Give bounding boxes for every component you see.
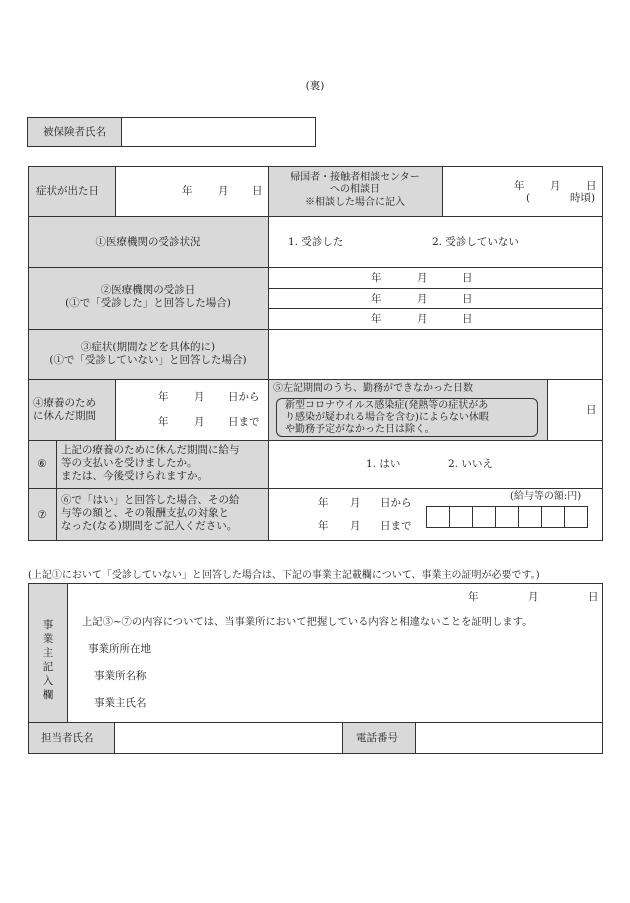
symptom-date-label: 症状が出た日 (36, 185, 99, 197)
row5-note-line3: や勤務予定がなかった日は除く。 (285, 424, 435, 435)
month-unit: 月 (550, 180, 561, 192)
col-divider (115, 379, 116, 440)
col-divider (342, 722, 343, 754)
insured-name-field[interactable] (121, 117, 316, 147)
row1-option-not-visited[interactable]: 2. 受診していない (432, 236, 519, 248)
amount-digit-box[interactable] (518, 506, 542, 528)
paren-open: ( (526, 192, 531, 204)
col-divider (442, 166, 443, 216)
row-divider (28, 488, 603, 489)
year-unit: 年 (182, 185, 193, 197)
from-unit: 日から (380, 497, 412, 509)
year-unit: 年 (468, 591, 479, 603)
insured-name-label-cell (27, 117, 122, 147)
row7-text-line1: ⑥で「はい」と回答した場合、その給 (61, 494, 240, 506)
row-divider (268, 288, 603, 289)
amount-digit-box[interactable] (541, 506, 565, 528)
day-unit: 日 (588, 591, 599, 603)
row2-label-line2: (①で「受診した」と回答した場合) (65, 297, 231, 309)
row5-note-line1: 新型コロナウイルス感染症(発熱等の症状があ (285, 400, 489, 411)
row1-label: ①医療機関の受診状況 (95, 236, 201, 248)
amount-digit-box[interactable] (564, 506, 588, 528)
year-unit: 年 (371, 293, 382, 305)
row6-option-no[interactable]: 2. いいえ (448, 458, 493, 470)
time-unit: 時頃) (570, 192, 596, 204)
col-divider (56, 440, 57, 540)
year-unit: 年 (371, 313, 382, 325)
col-divider (115, 166, 116, 216)
col-divider (268, 166, 269, 540)
year-unit: 年 (514, 180, 525, 192)
year-unit: 年 (158, 391, 169, 403)
staff-name-field[interactable] (115, 723, 342, 753)
day-unit: 日 (586, 404, 597, 416)
owner-name-label: 事業主氏名 (94, 697, 147, 709)
month-unit: 月 (350, 520, 361, 532)
row2-label-line1: ②医療機関の受診日 (100, 284, 196, 296)
year-unit: 年 (158, 416, 169, 428)
row4-label-line1: ④療養のため (33, 397, 96, 409)
month-unit: 月 (194, 391, 205, 403)
row-divider (268, 308, 603, 309)
amount-digit-box[interactable] (426, 506, 450, 528)
month-unit: 月 (218, 185, 229, 197)
month-unit: 月 (528, 591, 539, 603)
row6-text-line3: または、今後受けられますか。 (61, 470, 208, 482)
month-unit: 月 (417, 313, 428, 325)
year-unit: 年 (318, 520, 329, 532)
row-divider (28, 329, 603, 330)
reverse-side-label: (裏) (305, 80, 325, 92)
row4-label-line2: に休んだ期間 (33, 410, 96, 422)
to-unit: 日まで (380, 520, 412, 532)
office-name-label: 事業所名称 (94, 670, 147, 682)
year-unit: 年 (371, 272, 382, 284)
col-divider (547, 379, 548, 440)
amount-label: (給与等の額:円) (510, 491, 582, 502)
day-unit: 日 (462, 272, 473, 284)
row3-label-line1: ③症状(期間などを具体的に) (80, 341, 216, 353)
employer-note: (上記①において「受診していない」と回答した場合は、下記の事業主記載欄について、事業主の証明が必要です。) (28, 570, 540, 581)
amount-digit-box[interactable] (449, 506, 473, 528)
staff-name-label: 担当者氏名 (41, 732, 94, 744)
year-unit: 年 (318, 497, 329, 509)
row-divider (28, 267, 603, 268)
row5-note-line2: り感染が疑われる場合を含む)によらない休暇 (285, 412, 489, 423)
employer-side-label: 事業主記入欄 (42, 619, 54, 701)
month-unit: 月 (350, 497, 361, 509)
amount-digit-box[interactable] (495, 506, 519, 528)
col-divider (67, 583, 68, 723)
phone-field[interactable] (416, 723, 602, 753)
row7-text-line2: 与等の額と、その報酬支払の対象と (61, 507, 229, 519)
amount-digit-box[interactable] (472, 506, 496, 528)
row6-text-line1: 上記の療養のために休んだ期間に給与 (61, 444, 240, 456)
row3-label-line2: (①で「受診していない」と回答した場合) (49, 354, 247, 366)
row6-text-line2: 等の支払いを受けましたか。 (61, 457, 198, 469)
consult-label-line2: への相談日 (330, 184, 380, 195)
consult-label-line3: ※相談した場合に記入 (305, 197, 405, 208)
employer-statement: 上記③~⑦の内容については、当事業所において把握している内容と相違ないことを証明します。 (82, 616, 533, 628)
day-unit: 日 (252, 185, 263, 197)
insured-name-label: 被保険者氏名 (43, 126, 106, 138)
month-unit: 月 (417, 272, 428, 284)
month-unit: 月 (194, 416, 205, 428)
consult-label-line1: 帰国者・接触者相談センター (290, 172, 420, 183)
row6-option-yes[interactable]: 1. はい (366, 458, 401, 470)
row6-number: ⑥ (37, 458, 47, 470)
row-divider (28, 440, 603, 441)
from-unit: 日から (228, 391, 260, 403)
day-unit: 日 (462, 293, 473, 305)
row7-number: ⑦ (37, 509, 47, 521)
day-unit: 日 (586, 180, 597, 192)
row1-option-visited[interactable]: 1. 受診した (288, 236, 344, 248)
row-divider (28, 216, 603, 217)
office-address-label: 事業所所在地 (88, 643, 151, 655)
row5-label: ⑤左記期間のうち、勤務ができなかった日数 (273, 383, 473, 394)
month-unit: 月 (417, 293, 428, 305)
to-unit: 日まで (228, 416, 260, 428)
day-unit: 日 (462, 313, 473, 325)
phone-label: 電話番号 (356, 732, 398, 744)
row7-text-line3: なった(なる)期間をご記入ください。 (61, 520, 238, 532)
